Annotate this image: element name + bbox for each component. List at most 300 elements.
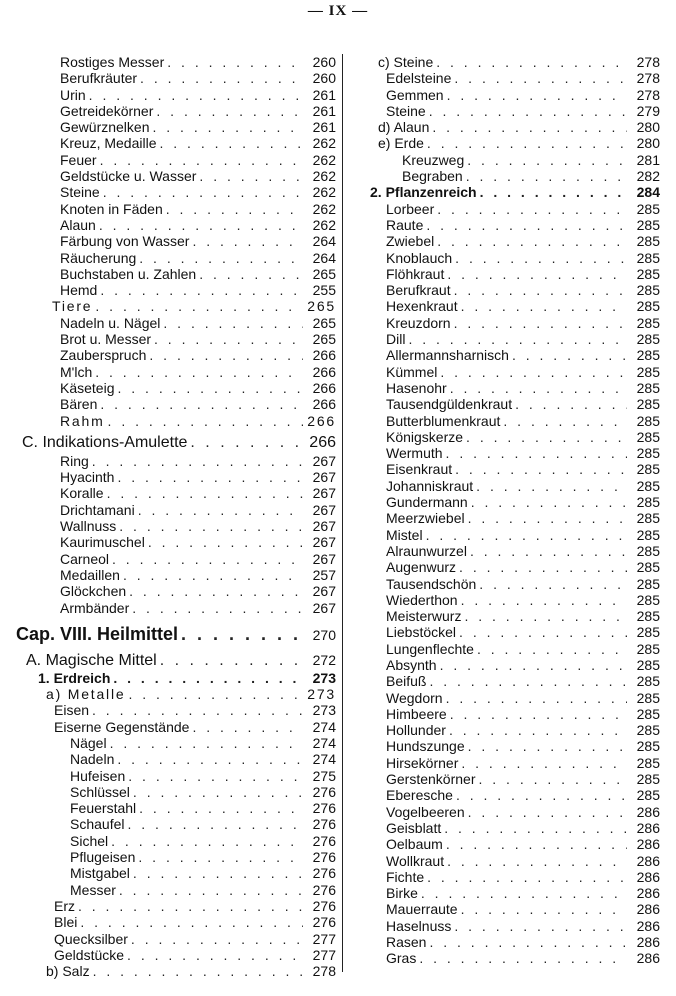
index-entry	[350, 771, 660, 787]
entry-label: Wermuth	[386, 445, 443, 462]
index-entry	[350, 657, 660, 673]
entry-label: Absynth	[386, 656, 437, 673]
entry-label: Edelsteine	[386, 70, 452, 87]
entry-label: b) Salz	[46, 963, 90, 980]
entry-label: Hollunder	[386, 722, 446, 739]
entry-page: 285	[636, 656, 660, 673]
page-number: — IX —	[307, 3, 369, 19]
index-entry	[0, 453, 336, 469]
entry-label: Kreuzdorn	[386, 314, 451, 331]
index-entry	[350, 478, 660, 494]
index-entry	[0, 233, 336, 249]
entry-page: 285	[636, 396, 660, 413]
entry-page: 278	[636, 54, 660, 70]
index-entry	[0, 469, 336, 485]
entry-page: 285	[636, 575, 660, 592]
entry-page: 278	[312, 963, 336, 980]
dot-leader	[100, 282, 303, 298]
entry-label: Raute	[386, 216, 424, 233]
dot-leader	[459, 624, 627, 640]
entry-label: Zwiebel	[386, 233, 435, 250]
index-entry	[0, 914, 336, 930]
index-entry	[0, 865, 336, 881]
entry-label: Hundszunge	[386, 738, 465, 755]
dot-leader	[447, 853, 627, 869]
dot-leader	[456, 787, 627, 803]
index-entry	[350, 836, 660, 852]
entry-label: Lorbeer	[386, 200, 435, 217]
entry-label: Ring	[60, 452, 89, 469]
dot-leader	[480, 184, 627, 200]
index-entry	[350, 510, 660, 526]
dot-leader	[199, 168, 303, 184]
dot-leader	[427, 869, 627, 885]
entry-page: 286	[636, 950, 660, 967]
index-entry	[350, 233, 660, 249]
index-entry	[0, 583, 336, 599]
index-entry	[350, 527, 660, 543]
dot-leader	[100, 152, 303, 168]
entry-label: Meerzwiebel	[386, 510, 465, 527]
dot-leader	[427, 135, 627, 151]
entry-page: 285	[636, 526, 660, 543]
dot-leader	[192, 719, 303, 735]
index-entry	[350, 706, 660, 722]
entry-page: 276	[312, 832, 336, 849]
dot-leader	[454, 282, 627, 298]
entry-page: 272	[312, 651, 336, 668]
entry-page: 285	[636, 494, 660, 511]
right-column	[350, 54, 660, 967]
index-entry	[350, 624, 660, 640]
entry-label: Knoblauch	[386, 249, 453, 266]
dot-leader	[128, 768, 303, 784]
index-entry	[350, 918, 660, 934]
index-entry	[350, 869, 660, 885]
entry-label: Gras	[386, 950, 417, 967]
entry-label: Räucherung	[60, 249, 137, 266]
dot-leader	[478, 771, 627, 787]
index-entry	[350, 250, 660, 266]
entry-page: 285	[636, 298, 660, 315]
dot-leader	[127, 816, 303, 832]
dot-leader	[139, 250, 303, 266]
entry-label: Hexenkraut	[386, 298, 458, 315]
entry-label: 2. Pflanzenreich	[370, 184, 477, 201]
index-entry	[0, 485, 336, 501]
entry-page: 273	[307, 686, 336, 703]
entry-label: Johanniskraut	[386, 477, 474, 494]
entry-page: 285	[636, 363, 660, 380]
entry-label: Fichte	[386, 868, 425, 885]
dot-leader	[447, 87, 627, 103]
entry-label: Wallnuss	[60, 518, 117, 535]
index-entry	[350, 787, 660, 803]
index-entry	[0, 768, 336, 784]
dot-leader	[440, 364, 627, 380]
entry-label: Königskerze	[386, 428, 464, 445]
entry-page: 262	[312, 135, 336, 152]
entry-label: Tiere	[52, 298, 93, 315]
index-entry	[0, 54, 336, 70]
index-entry	[0, 551, 336, 567]
entry-page: 262	[312, 168, 336, 185]
entry-label: Wollkraut	[386, 852, 445, 869]
entry-page: 276	[312, 849, 336, 866]
dot-leader	[132, 600, 303, 616]
entry-page: 285	[636, 249, 660, 266]
dot-leader	[450, 380, 627, 396]
index-entry	[0, 947, 336, 963]
dot-leader	[95, 364, 303, 380]
entry-label: Käseteig	[60, 379, 115, 396]
entry-label: c) Steine	[378, 54, 434, 70]
index-entry	[350, 673, 660, 689]
entry-page: 285	[636, 722, 660, 739]
dot-leader	[426, 217, 627, 233]
entry-page: 276	[312, 897, 336, 914]
entry-label: Nadeln u. Nägel	[60, 314, 161, 331]
index-entry	[350, 738, 660, 754]
index-entry	[0, 135, 336, 151]
index-entry	[350, 282, 660, 298]
dot-leader	[468, 738, 627, 754]
index-entry	[350, 934, 660, 950]
dot-leader	[140, 70, 303, 86]
entry-page: 266	[312, 396, 336, 413]
entry-label: Urin	[60, 86, 86, 103]
entry-label: Meisterwurz	[386, 608, 462, 625]
dot-leader	[100, 396, 303, 412]
entry-label: Oelbaum	[386, 836, 443, 853]
dot-leader	[459, 559, 627, 575]
index-entry	[350, 135, 660, 151]
entry-label: e) Erde	[378, 135, 424, 152]
entry-label: Eberesche	[386, 787, 453, 804]
entry-label: Berufkraut	[386, 282, 451, 299]
entry-page: 285	[636, 559, 660, 576]
index-entry	[0, 217, 336, 233]
index-entry	[0, 87, 336, 103]
entry-page: 285	[636, 233, 660, 250]
dot-leader	[108, 413, 303, 429]
entry-label: Rostiges Messer	[60, 54, 165, 70]
dot-leader	[160, 651, 303, 670]
index-entry	[0, 396, 336, 412]
entry-label: d) Alaun	[378, 119, 430, 136]
index-entry	[0, 315, 336, 331]
entry-label: Allermannsharnisch	[386, 347, 509, 364]
index-entry	[0, 735, 336, 751]
dot-leader	[153, 119, 304, 135]
entry-page: 267	[312, 534, 336, 551]
index-entry	[0, 266, 336, 282]
entry-page: 285	[636, 689, 660, 706]
entry-page: 262	[312, 216, 336, 233]
entry-page: 270	[312, 626, 336, 643]
entry-page: 285	[636, 624, 660, 641]
index-entry	[0, 751, 336, 767]
entry-label: Pflugeisen	[70, 849, 136, 866]
index-entry	[350, 429, 660, 445]
index-entry	[350, 217, 660, 233]
index-entry	[0, 119, 336, 135]
index-entry	[350, 853, 660, 869]
entry-label: Kaurimuschel	[60, 534, 145, 551]
dot-leader	[149, 347, 303, 363]
dot-leader	[468, 510, 627, 526]
entry-label: Haselnuss	[386, 917, 452, 934]
entry-label: Tausendgüldenkraut	[386, 396, 513, 413]
index-entry	[350, 315, 660, 331]
dot-leader	[408, 331, 627, 347]
index-entry	[0, 518, 336, 534]
index-entry	[350, 755, 660, 771]
entry-page: 267	[312, 485, 336, 502]
index-entry	[0, 882, 336, 898]
entry-page: 285	[636, 379, 660, 396]
dot-leader	[444, 820, 627, 836]
entry-page: 267	[312, 550, 336, 567]
dot-leader	[167, 54, 303, 70]
index-entry	[0, 298, 336, 314]
entry-page: 265	[312, 331, 336, 348]
index-entry	[350, 201, 660, 217]
entry-page: 285	[636, 738, 660, 755]
dot-leader	[437, 201, 627, 217]
index-entry	[0, 833, 336, 849]
entry-page: 262	[312, 184, 336, 201]
entry-label: Wegdorn	[386, 689, 443, 706]
dot-leader	[479, 576, 627, 592]
index-entry	[0, 380, 336, 396]
dot-leader	[461, 755, 627, 771]
entry-page: 275	[312, 767, 336, 784]
entry-label: 1. Erdreich	[38, 669, 111, 686]
entry-label: Feuer	[60, 151, 97, 168]
dot-leader	[89, 87, 303, 103]
entry-label: Birke	[386, 885, 418, 902]
dot-leader	[78, 898, 303, 914]
dot-leader	[107, 485, 303, 501]
dot-leader	[471, 494, 627, 510]
index-entry	[0, 347, 336, 363]
entry-label: Dill	[386, 331, 406, 348]
entry-page: 277	[312, 930, 336, 947]
index-entry	[350, 901, 660, 917]
dot-leader	[470, 543, 627, 559]
entry-page: 273	[312, 702, 336, 719]
entry-label: C. Indikations-Amulette	[22, 433, 188, 451]
index-entry	[350, 331, 660, 347]
entry-page: 273	[312, 669, 336, 686]
entry-page: 280	[636, 119, 660, 136]
index-entry	[0, 534, 336, 550]
entry-page: 286	[636, 836, 660, 853]
entry-label: Zauberspruch	[60, 347, 147, 364]
dot-leader	[454, 918, 627, 934]
index-entry	[0, 331, 336, 347]
index-entry	[350, 592, 660, 608]
entry-page: 284	[636, 184, 660, 201]
dot-leader	[432, 119, 627, 135]
entry-label: Lungenflechte	[386, 640, 474, 657]
dot-leader	[454, 315, 627, 331]
index-entry	[0, 184, 336, 200]
entry-page: 286	[636, 917, 660, 934]
index-entry	[350, 576, 660, 592]
entry-label: Tausendschön	[386, 575, 477, 592]
index-entry	[350, 559, 660, 575]
index-entry	[0, 784, 336, 800]
index-entry	[0, 800, 336, 816]
index-entry	[350, 690, 660, 706]
dot-leader	[128, 686, 303, 702]
entry-page: 276	[312, 816, 336, 833]
dot-leader	[112, 551, 303, 567]
dot-leader	[455, 250, 627, 266]
dot-leader	[450, 706, 627, 722]
entry-label: Drichtamani	[60, 501, 135, 518]
dot-leader	[113, 670, 303, 686]
index-entry	[350, 266, 660, 282]
entry-label: Quecksilber	[54, 930, 128, 947]
entry-label: M'lch	[60, 363, 93, 380]
entry-label: Kreuzweg	[402, 151, 465, 168]
entry-page: 274	[312, 718, 336, 735]
entry-label: Alaun	[60, 216, 96, 233]
dot-leader	[421, 885, 627, 901]
entry-page: 285	[636, 265, 660, 282]
entry-label: Gemmen	[386, 86, 444, 103]
dot-leader	[429, 103, 627, 119]
entry-page: 281	[636, 151, 660, 168]
index-entry	[0, 670, 336, 686]
entry-label: Eisen	[54, 702, 90, 719]
entry-label: Mistgabel	[70, 865, 130, 882]
dot-leader	[477, 641, 627, 657]
dot-leader	[119, 518, 303, 534]
index-entry	[350, 298, 660, 314]
entry-page: 285	[636, 314, 660, 331]
dot-leader	[92, 453, 303, 469]
entry-page: 285	[636, 510, 660, 527]
entry-label: Alraunwurzel	[386, 542, 467, 559]
index-entry	[0, 201, 336, 217]
index-entry	[0, 963, 336, 979]
dot-leader	[419, 950, 627, 966]
dot-leader	[503, 413, 627, 429]
dot-leader	[437, 233, 627, 249]
entry-page: 267	[312, 583, 336, 600]
entry-page: 266	[312, 363, 336, 380]
dot-leader	[446, 445, 627, 461]
dot-leader	[154, 331, 303, 347]
dot-leader	[117, 469, 303, 485]
entry-label: Knoten in Fäden	[60, 200, 163, 217]
index-entry	[350, 54, 660, 70]
entry-page: 276	[312, 800, 336, 817]
dot-leader	[139, 800, 303, 816]
dot-leader	[111, 833, 303, 849]
entry-page: 285	[636, 412, 660, 429]
index-entry	[350, 87, 660, 103]
entry-page: 285	[636, 216, 660, 233]
entry-label: Hyacinth	[60, 469, 115, 486]
index-entry	[350, 152, 660, 168]
entry-page: 267	[312, 452, 336, 469]
index-entry	[0, 168, 336, 184]
dot-leader	[515, 396, 627, 412]
dot-leader	[133, 865, 303, 881]
entry-page: 285	[636, 542, 660, 559]
dot-leader	[426, 527, 627, 543]
entry-page: 264	[312, 249, 336, 266]
entry-label: Steine	[386, 102, 426, 119]
index-entry	[350, 885, 660, 901]
dot-leader	[464, 608, 627, 624]
index-entry	[350, 396, 660, 412]
dot-leader	[446, 836, 627, 852]
entry-page: 286	[636, 901, 660, 918]
dot-leader	[190, 433, 303, 453]
dot-leader	[446, 690, 627, 706]
entry-page: 262	[312, 200, 336, 217]
entry-page: 260	[312, 54, 336, 70]
index-entry	[350, 380, 660, 396]
entry-label: Mistel	[386, 526, 423, 543]
index-entry	[350, 413, 660, 429]
entry-page: 265	[312, 314, 336, 331]
entry-label: Gundermann	[386, 494, 468, 511]
entry-page: 278	[636, 70, 660, 87]
entry-page: 265	[312, 265, 336, 282]
entry-label: Butterblumenkraut	[386, 412, 501, 429]
entry-page: 285	[636, 705, 660, 722]
index-entry	[0, 364, 336, 380]
index-entry	[0, 103, 336, 119]
entry-label: Glöckchen	[60, 583, 127, 600]
entry-page: 285	[636, 461, 660, 478]
index-entry	[0, 931, 336, 947]
entry-label: Geisblatt	[386, 819, 442, 836]
entry-page: 266	[312, 347, 336, 364]
dot-leader	[468, 804, 627, 820]
entry-page: 286	[636, 803, 660, 820]
entry-label: Geldstücke u. Wasser	[60, 168, 197, 185]
index-entry	[350, 820, 660, 836]
index-entry	[0, 600, 336, 616]
dot-leader	[99, 217, 303, 233]
dot-leader	[138, 849, 303, 865]
index-entry	[350, 103, 660, 119]
index-entry	[350, 722, 660, 738]
index-entry	[0, 433, 336, 453]
entry-label: Steine	[60, 184, 100, 201]
entry-page: 285	[636, 331, 660, 348]
entry-page: 267	[312, 518, 336, 535]
entry-label: Blei	[54, 914, 78, 931]
index-entry	[350, 445, 660, 461]
entry-page: 286	[636, 819, 660, 836]
entry-label: Koralle	[60, 485, 104, 502]
entry-label: Brot u. Messer	[60, 331, 152, 348]
dot-leader	[454, 70, 627, 86]
entry-label: Augenwurz	[386, 559, 457, 576]
index-entry	[350, 70, 660, 86]
index-entry	[0, 650, 336, 670]
index-entry	[0, 70, 336, 86]
